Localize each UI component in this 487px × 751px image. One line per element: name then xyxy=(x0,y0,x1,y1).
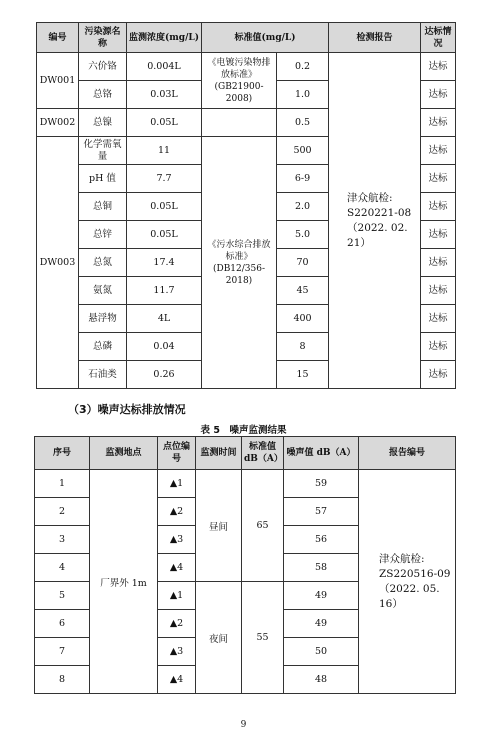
point-cell: ▲1 xyxy=(158,582,196,610)
point-cell: ▲2 xyxy=(158,498,196,526)
standard-cell: 65 xyxy=(242,470,284,582)
value-cell: 56 xyxy=(284,526,359,554)
table2-header-row xyxy=(35,437,456,470)
item-cell: pH 值 xyxy=(79,165,127,193)
header-source: 污染源名称 xyxy=(79,23,127,53)
header-standard: 标准值 dB（A） xyxy=(242,437,284,470)
std-value-cell: 45 xyxy=(277,277,329,305)
header-noise-value: 噪声值 dB（A） xyxy=(284,437,359,470)
standard-name-cell xyxy=(202,109,277,137)
point-cell: ▲4 xyxy=(158,554,196,582)
page-number: 9 xyxy=(240,720,247,730)
value-cell: 57 xyxy=(284,498,359,526)
time-cell: 昼间 xyxy=(196,470,242,582)
header-time: 监测时间 xyxy=(196,437,242,470)
conc-cell: 0.05L xyxy=(127,193,202,221)
conc-cell: 0.03L xyxy=(127,81,202,109)
header-report-no: 报告编号 xyxy=(359,437,456,470)
point-cell: ▲4 xyxy=(158,666,196,694)
item-cell: 总氮 xyxy=(79,249,127,277)
time-cell: 夜间 xyxy=(196,582,242,694)
result-cell: 达标 xyxy=(421,137,456,165)
result-cell: 达标 xyxy=(421,165,456,193)
report-cell: 津众航检: ZS220516-09 （2022. 05. 16） xyxy=(359,470,456,694)
table1-header-row xyxy=(37,23,456,53)
std-value-cell: 400 xyxy=(277,305,329,333)
table-row xyxy=(35,470,456,498)
wastewater-monitoring-table xyxy=(36,22,456,389)
result-cell: 达标 xyxy=(421,193,456,221)
result-cell: 达标 xyxy=(421,249,456,277)
value-cell: 59 xyxy=(284,470,359,498)
std-value-cell: 2.0 xyxy=(277,193,329,221)
conc-cell: 17.4 xyxy=(127,249,202,277)
report-cell: 津众航检: S220221-08 （2022. 02. 21） xyxy=(329,53,421,389)
table-row xyxy=(37,53,456,81)
value-cell: 49 xyxy=(284,582,359,610)
std-value-cell: 15 xyxy=(277,361,329,389)
point-cell: ▲3 xyxy=(158,638,196,666)
conc-cell: 7.7 xyxy=(127,165,202,193)
item-cell: 总镍 xyxy=(79,109,127,137)
std-value-cell: 5.0 xyxy=(277,221,329,249)
location-cell: 厂界外 1m xyxy=(90,470,158,694)
no-cell: 1 xyxy=(35,470,90,498)
header-concentration: 监测浓度(mg/L) xyxy=(127,23,202,53)
no-cell: 7 xyxy=(35,638,90,666)
item-cell: 悬浮物 xyxy=(79,305,127,333)
item-cell: 总铜 xyxy=(79,193,127,221)
item-cell: 总铬 xyxy=(79,81,127,109)
std-value-cell: 70 xyxy=(277,249,329,277)
no-cell: 3 xyxy=(35,526,90,554)
item-cell: 化学需氧量 xyxy=(79,137,127,165)
no-cell: 2 xyxy=(35,498,90,526)
std-value-cell: 8 xyxy=(277,333,329,361)
conc-cell: 0.04 xyxy=(127,333,202,361)
header-point: 点位编号 xyxy=(158,437,196,470)
no-cell: 6 xyxy=(35,610,90,638)
result-cell: 达标 xyxy=(421,109,456,137)
std-value-cell: 0.5 xyxy=(277,109,329,137)
point-cell: ▲2 xyxy=(158,610,196,638)
value-cell: 50 xyxy=(284,638,359,666)
id-cell: DW003 xyxy=(37,137,79,389)
result-cell: 达标 xyxy=(421,277,456,305)
header-standard: 标准值(mg/L) xyxy=(202,23,329,53)
no-cell: 4 xyxy=(35,554,90,582)
standard-cell: 55 xyxy=(242,582,284,694)
std-value-cell: 6-9 xyxy=(277,165,329,193)
header-id: 编号 xyxy=(37,23,79,53)
no-cell: 5 xyxy=(35,582,90,610)
conc-cell: 11.7 xyxy=(127,277,202,305)
id-cell: DW001 xyxy=(37,53,79,109)
header-location: 监测地点 xyxy=(90,437,158,470)
result-cell: 达标 xyxy=(421,305,456,333)
conc-cell: 0.004L xyxy=(127,53,202,81)
std-value-cell: 500 xyxy=(277,137,329,165)
conc-cell: 4L xyxy=(127,305,202,333)
item-cell: 总磷 xyxy=(79,333,127,361)
value-cell: 48 xyxy=(284,666,359,694)
item-cell: 六价铬 xyxy=(79,53,127,81)
item-cell: 氨氮 xyxy=(79,277,127,305)
standard-name-cell: 《电镀污染物排放标准》(GB21900-2008) xyxy=(202,53,277,109)
value-cell: 49 xyxy=(284,610,359,638)
standard-name-cell: 《污水综合排放标准》(DB12/356-2018) xyxy=(202,137,277,389)
conc-cell: 0.05L xyxy=(127,109,202,137)
header-no: 序号 xyxy=(35,437,90,470)
result-cell: 达标 xyxy=(421,361,456,389)
table-caption: 表 5 噪声监测结果 xyxy=(200,425,287,436)
point-cell: ▲1 xyxy=(158,470,196,498)
header-compliance: 达标情况 xyxy=(421,23,456,53)
point-cell: ▲3 xyxy=(158,526,196,554)
conc-cell: 11 xyxy=(127,137,202,165)
result-cell: 达标 xyxy=(421,221,456,249)
noise-monitoring-table xyxy=(34,436,456,694)
result-cell: 达标 xyxy=(421,81,456,109)
conc-cell: 0.26 xyxy=(127,361,202,389)
item-cell: 总锌 xyxy=(79,221,127,249)
no-cell: 8 xyxy=(35,666,90,694)
id-cell: DW002 xyxy=(37,109,79,137)
value-cell: 58 xyxy=(284,554,359,582)
std-value-cell: 0.2 xyxy=(277,53,329,81)
item-cell: 石油类 xyxy=(79,361,127,389)
std-value-cell: 1.0 xyxy=(277,81,329,109)
conc-cell: 0.05L xyxy=(127,221,202,249)
result-cell: 达标 xyxy=(421,53,456,81)
section-title: （3）噪声达标排放情况 xyxy=(68,403,186,416)
result-cell: 达标 xyxy=(421,333,456,361)
header-report: 检测报告 xyxy=(329,23,421,53)
